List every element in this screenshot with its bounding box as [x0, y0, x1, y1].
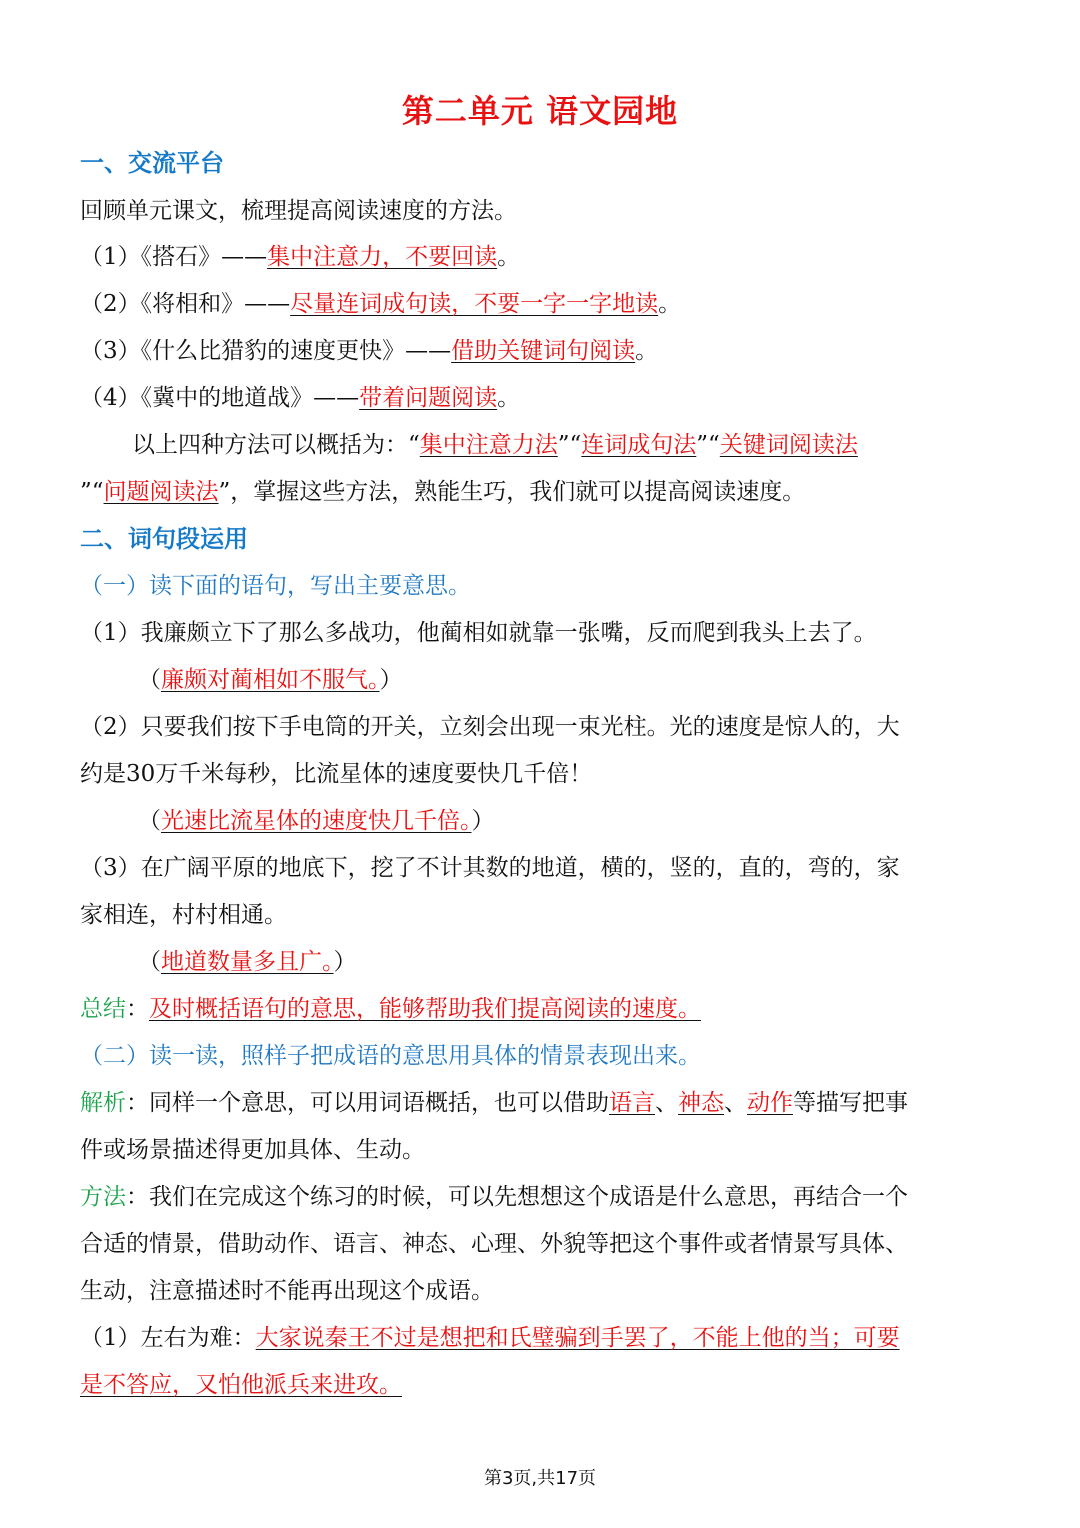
method-text: ：我们在完成这个练习的时候，可以先想想这个成语是什么意思，再结合一个 — [126, 1184, 908, 1210]
answer-line — [80, 663, 1068, 697]
answer-text: 地道数量多且广。 — [161, 949, 334, 975]
idiom-line-1 — [80, 1321, 1010, 1355]
paren-close: ） — [379, 667, 403, 693]
item-answer: 借助关键词句阅读 — [451, 338, 636, 364]
idiom-answer: 大家说秦王不过是想把和氏璧骗到手罢了，不能上他的当；可要 — [255, 1325, 900, 1351]
item-suffix: 。 — [658, 291, 682, 317]
summary-line-2 — [80, 475, 1010, 509]
analysis-answer: 神态 — [678, 1090, 724, 1116]
idiom-prefix: （1）左右为难： — [80, 1325, 256, 1351]
method-label: 方法 — [80, 1184, 126, 1210]
conclusion-line — [80, 992, 1010, 1026]
section-heading-exchange: 一、交流平台 — [80, 149, 224, 177]
item-prefix: （4）《冀中的地道战》—— — [80, 385, 360, 411]
analysis-text: 等描写把事 — [793, 1090, 908, 1116]
summary-answer: 问题阅读法 — [103, 479, 219, 505]
method-item — [80, 381, 1010, 415]
method-line-3: 生动，注意描述时不能再出现这个成语。 — [80, 1278, 494, 1304]
section-heading-usage: 二、词句段运用 — [80, 525, 248, 553]
paren-open: （ — [138, 808, 161, 834]
analysis-answer: 语言 — [609, 1090, 655, 1116]
subsection-heading-1: （一）读下面的语句，写出主要意思。 — [80, 573, 471, 599]
item-prefix: （2）《将相和》—— — [80, 291, 291, 317]
page-number: 第3页,共17页 — [483, 1468, 597, 1489]
page-title: 第二单元 语文园地 — [401, 92, 679, 130]
summary-text: ”“ — [80, 479, 104, 505]
summary-line-1 — [80, 428, 1062, 462]
answer-text: 光速比流星体的速度快几千倍。 — [161, 808, 472, 834]
analysis-label: 解析 — [80, 1090, 126, 1116]
separator: 、 — [655, 1090, 678, 1116]
subsection-heading-2: （二）读一读，照样子把成语的意思用具体的情景表现出来。 — [80, 1043, 701, 1069]
idiom-line-2 — [80, 1368, 1010, 1402]
question-text: （1）我廉颇立下了那么多战功，他蔺相如就靠一张嘴，反而爬到我头上去了。 — [80, 620, 877, 646]
section-intro: 回顾单元课文，梳理提高阅读速度的方法。 — [80, 198, 517, 224]
analysis-text: ：同样一个意思，可以用词语概括，也可以借助 — [126, 1090, 609, 1116]
colon: ： — [126, 996, 149, 1022]
paren-open: （ — [138, 949, 161, 975]
question-text: （3）在广阔平原的地底下，挖了不计其数的地道，横的，竖的，直的，弯的，家 — [80, 855, 900, 881]
item-prefix: （3）《什么比猎豹的速度更快》—— — [80, 338, 452, 364]
paren-open: （ — [138, 667, 161, 693]
item-prefix: （1）《搭石》—— — [80, 244, 268, 270]
conclusion-label: 总结 — [80, 996, 126, 1022]
idiom-answer: 是不答应，又怕他派兵来进攻。 — [80, 1372, 402, 1398]
item-suffix: 。 — [635, 338, 659, 364]
summary-text: 以上四种方法可以概括为：“ — [132, 432, 420, 458]
question-text: 家相连，村村相通。 — [80, 902, 287, 928]
analysis-answer: 动作 — [747, 1090, 793, 1116]
method-line-2: 合适的情景，借助动作、语言、神态、心理、外貌等把这个事件或者情景写具体、 — [80, 1231, 908, 1257]
method-item — [80, 287, 1010, 321]
summary-text: ”，掌握这些方法，熟能生巧，我们就可以提高阅读速度。 — [218, 479, 806, 505]
summary-answer: 集中注意力法 — [419, 432, 558, 458]
summary-answer: 连词成句法 — [581, 432, 697, 458]
summary-text: ”“ — [696, 432, 720, 458]
item-answer: 集中注意力，不要回读 — [267, 244, 498, 270]
conclusion-answer: 及时概括语句的意思，能够帮助我们提高阅读的速度。 — [149, 996, 701, 1022]
item-answer: 尽量连词成句读，不要一字一字地读 — [290, 291, 659, 317]
answer-line — [80, 804, 1068, 838]
item-suffix: 。 — [497, 385, 521, 411]
paren-close: ） — [471, 808, 495, 834]
paren-close: ） — [333, 949, 357, 975]
separator: 、 — [724, 1090, 747, 1116]
question-text: 约是30万千米每秒，比流星体的速度要快几千倍！ — [80, 761, 593, 787]
summary-answer: 关键词阅读法 — [719, 432, 858, 458]
method-item — [80, 240, 1010, 274]
summary-text: ”“ — [557, 432, 582, 458]
item-suffix: 。 — [497, 244, 521, 270]
method-item — [80, 334, 1010, 368]
question-text: （2）只要我们按下手电筒的开关，立刻会出现一束光柱。光的速度是惊人的，大 — [80, 714, 900, 740]
item-answer: 带着问题阅读 — [359, 385, 498, 411]
analysis-line-1 — [80, 1086, 1010, 1120]
analysis-line-2: 件或场景描述得更加具体、生动。 — [80, 1137, 425, 1163]
answer-text: 廉颇对蔺相如不服气。 — [161, 667, 380, 693]
method-line-1 — [80, 1180, 1010, 1214]
answer-line — [80, 945, 1068, 979]
